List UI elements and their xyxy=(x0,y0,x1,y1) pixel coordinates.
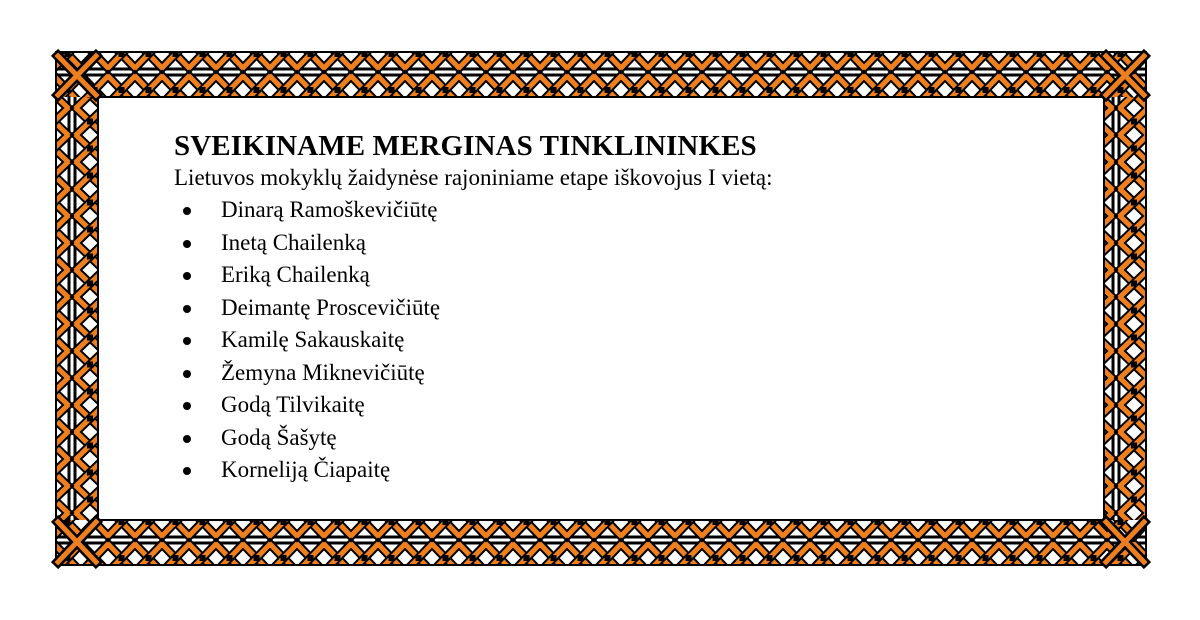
list-item xyxy=(174,227,1074,260)
player-name: Žemyna Miknevičiūtę xyxy=(221,359,425,385)
player-name: Eriką Chailenką xyxy=(221,262,370,287)
bullet-icon xyxy=(183,207,191,215)
bullet-icon xyxy=(183,240,191,248)
player-name: Deimantę Proscevičiūtę xyxy=(221,294,441,320)
player-name: Korneliją Čiapaitę xyxy=(221,457,391,482)
player-name: Dinarą Ramoškevičiūtę xyxy=(221,197,438,222)
document-body xyxy=(174,128,1074,487)
border-left xyxy=(56,97,98,520)
bullet-icon xyxy=(183,467,191,475)
bullet-icon xyxy=(183,272,191,280)
bullet-icon xyxy=(183,337,191,345)
player-list xyxy=(174,194,1074,487)
list-item xyxy=(174,194,1074,227)
list-item xyxy=(174,324,1074,357)
player-name: Godą Tilvikaitę xyxy=(221,392,365,417)
border-top xyxy=(56,52,1146,97)
list-item xyxy=(174,454,1074,487)
list-item xyxy=(174,292,1074,325)
bullet-icon xyxy=(183,435,191,443)
list-item xyxy=(174,259,1074,292)
list-item xyxy=(174,389,1074,422)
bullet-icon xyxy=(183,305,191,313)
list-item xyxy=(174,422,1074,455)
page-title: SVEIKINAME MERGINAS TINKLININKES xyxy=(174,130,757,162)
subtitle: Lietuvos mokyklų žaidynėse rajoniniame etape iškovojus I vietą: xyxy=(174,165,773,190)
border-bottom xyxy=(56,520,1146,565)
player-name: Kamilę Sakauskaitę xyxy=(221,327,405,352)
player-name: Godą Šašytę xyxy=(221,424,337,450)
player-name: Inetą Chailenką xyxy=(221,229,366,255)
bullet-icon xyxy=(183,370,191,378)
list-item xyxy=(174,357,1074,390)
border-right xyxy=(1104,97,1146,520)
bullet-icon xyxy=(183,402,191,410)
